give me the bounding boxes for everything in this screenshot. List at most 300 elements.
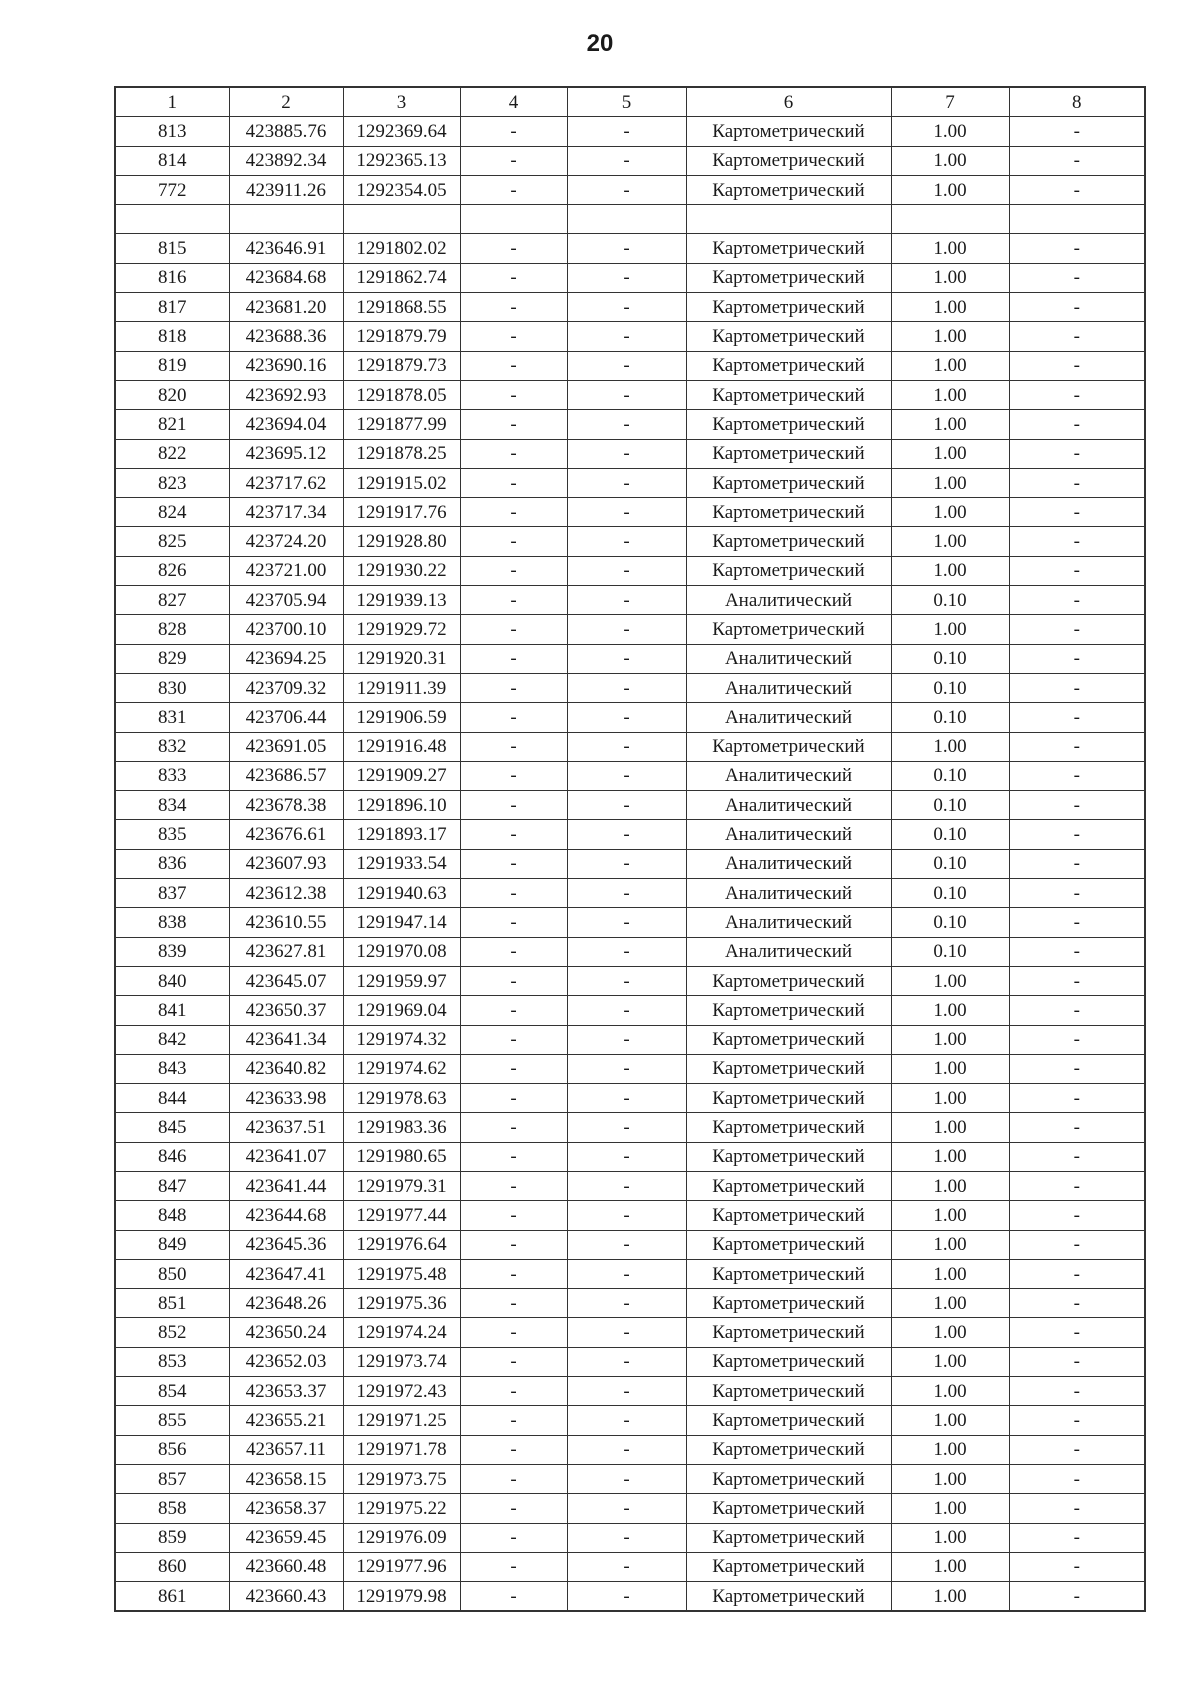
cell-y-coordinate: 1291909.27 xyxy=(343,761,460,790)
cell-col-5: - xyxy=(567,1523,686,1552)
cell-x-coordinate: 423612.38 xyxy=(229,879,343,908)
table-row xyxy=(115,1289,1145,1318)
cell-x-coordinate: 423640.82 xyxy=(229,1054,343,1083)
cell-point-number: 827 xyxy=(115,586,229,615)
cell-point-number: 829 xyxy=(115,644,229,673)
cell-x-coordinate: 423691.05 xyxy=(229,732,343,761)
table-row xyxy=(115,1025,1145,1054)
cell-point-number: 854 xyxy=(115,1377,229,1406)
cell-y-coordinate: 1291911.39 xyxy=(343,673,460,702)
cell-x-coordinate: 423911.26 xyxy=(229,175,343,204)
cell-method: Картометрический xyxy=(686,1582,891,1612)
cell-y-coordinate: 1291977.96 xyxy=(343,1552,460,1581)
cell-accuracy: 1.00 xyxy=(891,1318,1009,1347)
cell-col-8: - xyxy=(1009,673,1145,702)
cell-col-5: - xyxy=(567,1552,686,1581)
cell-accuracy: 1.00 xyxy=(891,322,1009,351)
cell-col-4: - xyxy=(460,498,567,527)
table-header xyxy=(115,87,1145,117)
cell-method: Картометрический xyxy=(686,351,891,380)
cell-method: Аналитический xyxy=(686,761,891,790)
cell-col-8: - xyxy=(1009,586,1145,615)
cell-point-number: 825 xyxy=(115,527,229,556)
cell-col-5: - xyxy=(567,732,686,761)
cell-accuracy: 1.00 xyxy=(891,732,1009,761)
cell-col-5: - xyxy=(567,996,686,1025)
coordinates-table xyxy=(114,86,1146,1612)
cell-point-number: 840 xyxy=(115,966,229,995)
table-row xyxy=(115,1464,1145,1493)
cell-point-number: 856 xyxy=(115,1435,229,1464)
cell-col-8: - xyxy=(1009,1494,1145,1523)
cell-method: Аналитический xyxy=(686,849,891,878)
cell-col-4: - xyxy=(460,1494,567,1523)
cell-x-coordinate: 423650.37 xyxy=(229,996,343,1025)
cell-method: Картометрический xyxy=(686,1259,891,1288)
cell-accuracy: 1.00 xyxy=(891,263,1009,292)
cell-point-number: 852 xyxy=(115,1318,229,1347)
cell-method: Картометрический xyxy=(686,410,891,439)
cell-col-4: - xyxy=(460,1582,567,1612)
cell-y-coordinate: 1291971.78 xyxy=(343,1435,460,1464)
cell-x-coordinate: 423681.20 xyxy=(229,293,343,322)
cell-col-8: - xyxy=(1009,615,1145,644)
cell-col-5: - xyxy=(567,966,686,995)
cell-y-coordinate: 1291928.80 xyxy=(343,527,460,556)
cell-method: Картометрический xyxy=(686,615,891,644)
cell-col-4: - xyxy=(460,380,567,409)
cell-accuracy: 1.00 xyxy=(891,1406,1009,1435)
cell-x-coordinate: 423652.03 xyxy=(229,1347,343,1376)
cell-point-number: 818 xyxy=(115,322,229,351)
cell-point-number: 828 xyxy=(115,615,229,644)
cell-col-5: - xyxy=(567,1171,686,1200)
table-row xyxy=(115,879,1145,908)
cell-x-coordinate: 423627.81 xyxy=(229,937,343,966)
cell-x-coordinate: 423644.68 xyxy=(229,1201,343,1230)
cell-col-4: - xyxy=(460,351,567,380)
cell-accuracy: 1.00 xyxy=(891,351,1009,380)
table-row xyxy=(115,1259,1145,1288)
cell-point-number: 837 xyxy=(115,879,229,908)
cell-col-5: - xyxy=(567,410,686,439)
cell-x-coordinate: 423655.21 xyxy=(229,1406,343,1435)
cell-point-number: 824 xyxy=(115,498,229,527)
cell-col-5: - xyxy=(567,1230,686,1259)
cell-x-coordinate: 423660.43 xyxy=(229,1582,343,1612)
cell-col-8: - xyxy=(1009,439,1145,468)
cell-x-coordinate: 423641.34 xyxy=(229,1025,343,1054)
cell-col-5: - xyxy=(567,175,686,204)
cell-method: Картометрический xyxy=(686,556,891,585)
cell-accuracy: 1.00 xyxy=(891,117,1009,146)
cell-col-4: - xyxy=(460,527,567,556)
cell-accuracy: 1.00 xyxy=(891,1171,1009,1200)
cell-col-5: - xyxy=(567,468,686,497)
cell-col-4: - xyxy=(460,644,567,673)
cell-x-coordinate: 423676.61 xyxy=(229,820,343,849)
cell-col-8: - xyxy=(1009,996,1145,1025)
table-row xyxy=(115,703,1145,732)
cell-accuracy: 0.10 xyxy=(891,673,1009,702)
cell-y-coordinate: 1291879.73 xyxy=(343,351,460,380)
cell-y-coordinate: 1291980.65 xyxy=(343,1142,460,1171)
cell-col-8: - xyxy=(1009,966,1145,995)
cell-col-4: - xyxy=(460,1230,567,1259)
cell-point-number: 831 xyxy=(115,703,229,732)
cell-y-coordinate: 1291977.44 xyxy=(343,1201,460,1230)
cell-accuracy: 1.00 xyxy=(891,1054,1009,1083)
cell-col-5: - xyxy=(567,1113,686,1142)
cell-col-4: - xyxy=(460,732,567,761)
cell-col-5: - xyxy=(567,263,686,292)
cell-col-8 xyxy=(1009,205,1145,234)
table-row xyxy=(115,351,1145,380)
cell-method: Картометрический xyxy=(686,1171,891,1200)
cell-col-4: - xyxy=(460,820,567,849)
cell-col-8: - xyxy=(1009,1582,1145,1612)
cell-point-number: 848 xyxy=(115,1201,229,1230)
cell-col-4: - xyxy=(460,1201,567,1230)
table-row xyxy=(115,908,1145,937)
cell-point-number: 832 xyxy=(115,732,229,761)
cell-method: Картометрический xyxy=(686,996,891,1025)
cell-point-number: 842 xyxy=(115,1025,229,1054)
cell-x-coordinate: 423692.93 xyxy=(229,380,343,409)
cell-y-coordinate: 1291983.36 xyxy=(343,1113,460,1142)
cell-col-5: - xyxy=(567,322,686,351)
cell-method: Аналитический xyxy=(686,644,891,673)
cell-y-coordinate: 1291979.98 xyxy=(343,1582,460,1612)
cell-col-8: - xyxy=(1009,322,1145,351)
table-row xyxy=(115,820,1145,849)
cell-col-8: - xyxy=(1009,146,1145,175)
cell-y-coordinate: 1291973.75 xyxy=(343,1464,460,1493)
cell-accuracy: 1.00 xyxy=(891,1435,1009,1464)
cell-col-5: - xyxy=(567,1435,686,1464)
cell-col-5: - xyxy=(567,1201,686,1230)
cell-col-8: - xyxy=(1009,1171,1145,1200)
cell-col-8: - xyxy=(1009,410,1145,439)
cell-col-5: - xyxy=(567,791,686,820)
table-row xyxy=(115,556,1145,585)
cell-point-number: 813 xyxy=(115,117,229,146)
cell-method: Картометрический xyxy=(686,527,891,556)
cell-x-coordinate xyxy=(229,205,343,234)
cell-point-number: 822 xyxy=(115,439,229,468)
cell-accuracy: 1.00 xyxy=(891,1464,1009,1493)
cell-accuracy: 1.00 xyxy=(891,1201,1009,1230)
table-row xyxy=(115,1054,1145,1083)
cell-y-coordinate: 1291959.97 xyxy=(343,966,460,995)
cell-col-8: - xyxy=(1009,1406,1145,1435)
cell-col-4: - xyxy=(460,1289,567,1318)
cell-col-5: - xyxy=(567,820,686,849)
cell-col-8: - xyxy=(1009,1552,1145,1581)
cell-x-coordinate: 423705.94 xyxy=(229,586,343,615)
cell-method: Картометрический xyxy=(686,1464,891,1493)
table-row xyxy=(115,996,1145,1025)
cell-point-number: 859 xyxy=(115,1523,229,1552)
cell-accuracy: 1.00 xyxy=(891,1142,1009,1171)
cell-col-8: - xyxy=(1009,732,1145,761)
table-row xyxy=(115,175,1145,204)
cell-y-coordinate: 1291879.79 xyxy=(343,322,460,351)
cell-col-8: - xyxy=(1009,175,1145,204)
cell-x-coordinate: 423645.07 xyxy=(229,966,343,995)
cell-method: Картометрический xyxy=(686,1113,891,1142)
table-row xyxy=(115,732,1145,761)
cell-point-number: 833 xyxy=(115,761,229,790)
cell-col-5 xyxy=(567,205,686,234)
cell-col-4: - xyxy=(460,1054,567,1083)
cell-y-coordinate: 1291940.63 xyxy=(343,879,460,908)
table-row xyxy=(115,410,1145,439)
cell-point-number xyxy=(115,205,229,234)
cell-accuracy: 1.00 xyxy=(891,615,1009,644)
cell-col-4: - xyxy=(460,879,567,908)
cell-point-number: 850 xyxy=(115,1259,229,1288)
cell-col-5: - xyxy=(567,1494,686,1523)
cell-accuracy: 1.00 xyxy=(891,1259,1009,1288)
cell-col-8: - xyxy=(1009,937,1145,966)
cell-method: Аналитический xyxy=(686,791,891,820)
cell-col-5: - xyxy=(567,879,686,908)
cell-x-coordinate: 423641.07 xyxy=(229,1142,343,1171)
cell-y-coordinate: 1291933.54 xyxy=(343,849,460,878)
cell-point-number: 815 xyxy=(115,234,229,263)
cell-method: Картометрический xyxy=(686,1552,891,1581)
table-row xyxy=(115,1494,1145,1523)
cell-col-4: - xyxy=(460,146,567,175)
cell-y-coordinate: 1291971.25 xyxy=(343,1406,460,1435)
cell-col-5: - xyxy=(567,761,686,790)
cell-col-4: - xyxy=(460,234,567,263)
cell-method: Картометрический xyxy=(686,322,891,351)
cell-col-5: - xyxy=(567,351,686,380)
cell-col-8: - xyxy=(1009,1084,1145,1113)
cell-point-number: 823 xyxy=(115,468,229,497)
cell-accuracy: 0.10 xyxy=(891,703,1009,732)
cell-col-4: - xyxy=(460,322,567,351)
cell-accuracy: 1.00 xyxy=(891,468,1009,497)
cell-x-coordinate: 423694.25 xyxy=(229,644,343,673)
cell-y-coordinate: 1291930.22 xyxy=(343,556,460,585)
cell-y-coordinate: 1291896.10 xyxy=(343,791,460,820)
cell-col-4: - xyxy=(460,791,567,820)
cell-accuracy: 1.00 xyxy=(891,1084,1009,1113)
cell-point-number: 846 xyxy=(115,1142,229,1171)
cell-col-8: - xyxy=(1009,1377,1145,1406)
cell-y-coordinate: 1291920.31 xyxy=(343,644,460,673)
cell-method: Картометрический xyxy=(686,1406,891,1435)
cell-col-5: - xyxy=(567,615,686,644)
cell-x-coordinate: 423660.48 xyxy=(229,1552,343,1581)
cell-col-4: - xyxy=(460,1406,567,1435)
cell-col-8: - xyxy=(1009,1142,1145,1171)
cell-accuracy: 1.00 xyxy=(891,527,1009,556)
cell-col-4: - xyxy=(460,410,567,439)
table-row xyxy=(115,1171,1145,1200)
cell-col-4: - xyxy=(460,439,567,468)
cell-x-coordinate: 423690.16 xyxy=(229,351,343,380)
cell-col-8: - xyxy=(1009,820,1145,849)
cell-accuracy: 1.00 xyxy=(891,1230,1009,1259)
cell-method: Картометрический xyxy=(686,1084,891,1113)
cell-y-coordinate: 1291974.62 xyxy=(343,1054,460,1083)
table-row xyxy=(115,117,1145,146)
cell-col-8: - xyxy=(1009,263,1145,292)
cell-col-8: - xyxy=(1009,703,1145,732)
cell-point-number: 817 xyxy=(115,293,229,322)
table-body xyxy=(115,117,1145,1612)
cell-accuracy: 1.00 xyxy=(891,1494,1009,1523)
cell-x-coordinate: 423648.26 xyxy=(229,1289,343,1318)
page-number: 20 xyxy=(586,30,614,57)
cell-accuracy: 0.10 xyxy=(891,761,1009,790)
table-row xyxy=(115,673,1145,702)
cell-col-4: - xyxy=(460,117,567,146)
table-row xyxy=(115,380,1145,409)
cell-y-coordinate: 1291972.43 xyxy=(343,1377,460,1406)
cell-col-8: - xyxy=(1009,1201,1145,1230)
table-row xyxy=(115,293,1145,322)
column-header-3: 3 xyxy=(343,87,460,117)
cell-accuracy: 1.00 xyxy=(891,1025,1009,1054)
cell-col-8: - xyxy=(1009,1464,1145,1493)
cell-col-4: - xyxy=(460,586,567,615)
cell-method: Картометрический xyxy=(686,1347,891,1376)
cell-method: Картометрический xyxy=(686,468,891,497)
cell-col-5: - xyxy=(567,1084,686,1113)
cell-y-coordinate: 1291978.63 xyxy=(343,1084,460,1113)
cell-col-4: - xyxy=(460,1171,567,1200)
cell-x-coordinate: 423645.36 xyxy=(229,1230,343,1259)
cell-method: Картометрический xyxy=(686,293,891,322)
cell-point-number: 830 xyxy=(115,673,229,702)
table-row xyxy=(115,146,1145,175)
cell-point-number: 857 xyxy=(115,1464,229,1493)
table-row xyxy=(115,439,1145,468)
cell-col-8: - xyxy=(1009,351,1145,380)
cell-col-5: - xyxy=(567,1142,686,1171)
cell-method: Картометрический xyxy=(686,1494,891,1523)
table-row xyxy=(115,1435,1145,1464)
cell-y-coordinate: 1291906.59 xyxy=(343,703,460,732)
cell-x-coordinate: 423721.00 xyxy=(229,556,343,585)
cell-x-coordinate: 423695.12 xyxy=(229,439,343,468)
cell-col-8: - xyxy=(1009,1113,1145,1142)
cell-accuracy: 1.00 xyxy=(891,1113,1009,1142)
cell-col-8: - xyxy=(1009,468,1145,497)
cell-method: Аналитический xyxy=(686,937,891,966)
cell-accuracy: 0.10 xyxy=(891,586,1009,615)
table-row xyxy=(115,1084,1145,1113)
cell-accuracy: 1.00 xyxy=(891,293,1009,322)
cell-y-coordinate: 1291939.13 xyxy=(343,586,460,615)
cell-col-4: - xyxy=(460,673,567,702)
cell-col-5: - xyxy=(567,1377,686,1406)
cell-col-5: - xyxy=(567,1259,686,1288)
cell-y-coordinate: 1291878.05 xyxy=(343,380,460,409)
cell-col-8: - xyxy=(1009,1054,1145,1083)
cell-col-5: - xyxy=(567,1054,686,1083)
cell-col-4: - xyxy=(460,468,567,497)
cell-accuracy: 1.00 xyxy=(891,380,1009,409)
cell-x-coordinate: 423684.68 xyxy=(229,263,343,292)
cell-col-8: - xyxy=(1009,234,1145,263)
cell-method: Картометрический xyxy=(686,1025,891,1054)
column-header-6: 6 xyxy=(686,87,891,117)
table-row xyxy=(115,849,1145,878)
table-row xyxy=(115,1318,1145,1347)
cell-method: Картометрический xyxy=(686,117,891,146)
cell-point-number: 858 xyxy=(115,1494,229,1523)
cell-col-5: - xyxy=(567,117,686,146)
cell-point-number: 855 xyxy=(115,1406,229,1435)
table-row xyxy=(115,1347,1145,1376)
cell-col-5: - xyxy=(567,1406,686,1435)
cell-col-8: - xyxy=(1009,1289,1145,1318)
cell-col-8: - xyxy=(1009,761,1145,790)
cell-x-coordinate: 423892.34 xyxy=(229,146,343,175)
cell-col-4: - xyxy=(460,1084,567,1113)
cell-point-number: 816 xyxy=(115,263,229,292)
cell-accuracy: 0.10 xyxy=(891,937,1009,966)
cell-y-coordinate: 1291862.74 xyxy=(343,263,460,292)
column-header-4: 4 xyxy=(460,87,567,117)
cell-col-4: - xyxy=(460,966,567,995)
cell-accuracy: 1.00 xyxy=(891,1289,1009,1318)
cell-point-number: 772 xyxy=(115,175,229,204)
table-row xyxy=(115,1406,1145,1435)
cell-x-coordinate: 423694.04 xyxy=(229,410,343,439)
cell-accuracy: 1.00 xyxy=(891,556,1009,585)
cell-col-5: - xyxy=(567,644,686,673)
cell-col-4: - xyxy=(460,996,567,1025)
column-header-8: 8 xyxy=(1009,87,1145,117)
cell-y-coordinate: 1291975.36 xyxy=(343,1289,460,1318)
cell-method: Картометрический xyxy=(686,1054,891,1083)
table-row xyxy=(115,205,1145,234)
cell-y-coordinate: 1291877.99 xyxy=(343,410,460,439)
cell-col-5: - xyxy=(567,527,686,556)
cell-point-number: 821 xyxy=(115,410,229,439)
cell-method: Картометрический xyxy=(686,1377,891,1406)
cell-col-8: - xyxy=(1009,879,1145,908)
cell-point-number: 843 xyxy=(115,1054,229,1083)
cell-point-number: 835 xyxy=(115,820,229,849)
cell-col-8: - xyxy=(1009,380,1145,409)
cell-col-5: - xyxy=(567,146,686,175)
table-row xyxy=(115,1201,1145,1230)
cell-col-5: - xyxy=(567,908,686,937)
cell-point-number: 820 xyxy=(115,380,229,409)
cell-point-number: 838 xyxy=(115,908,229,937)
cell-x-coordinate: 423686.57 xyxy=(229,761,343,790)
cell-accuracy: 1.00 xyxy=(891,439,1009,468)
table-row xyxy=(115,586,1145,615)
table-row xyxy=(115,761,1145,790)
cell-method: Картометрический xyxy=(686,263,891,292)
table-row xyxy=(115,1523,1145,1552)
cell-point-number: 819 xyxy=(115,351,229,380)
cell-point-number: 847 xyxy=(115,1171,229,1200)
cell-accuracy xyxy=(891,205,1009,234)
cell-point-number: 836 xyxy=(115,849,229,878)
cell-x-coordinate: 423724.20 xyxy=(229,527,343,556)
cell-x-coordinate: 423688.36 xyxy=(229,322,343,351)
